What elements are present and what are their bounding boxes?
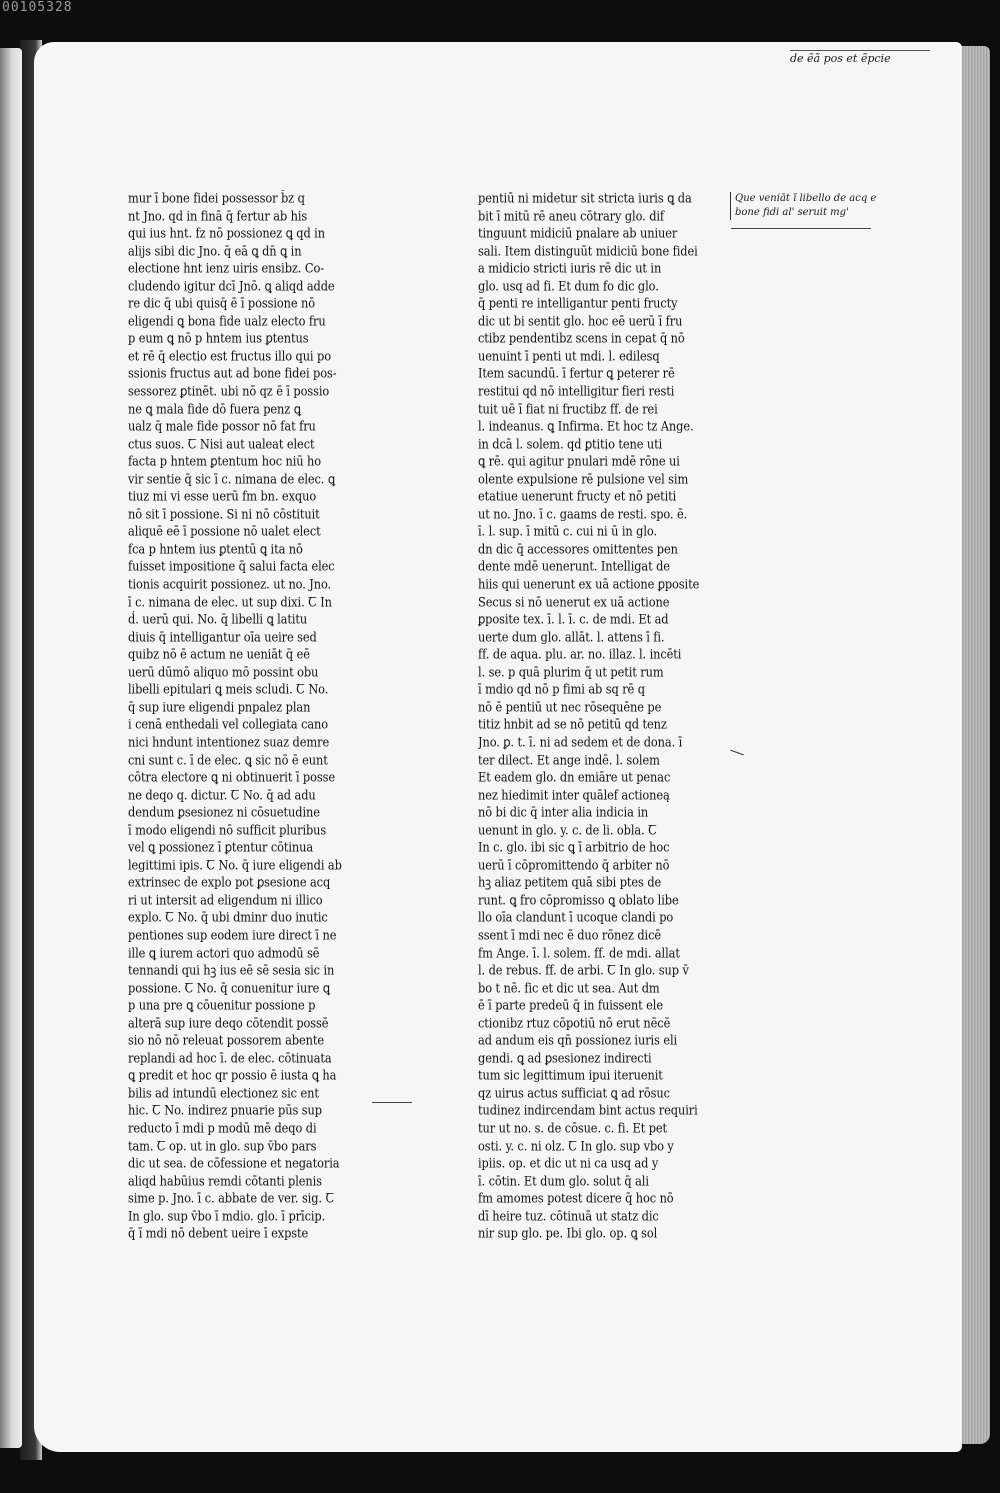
text-line: pentiones sup eodem iure direct ī ne [128,927,337,943]
text-line: mur ī bone fidei possessor b̄z q [128,190,305,206]
text-line: ī c. nimana de elec. ut sup dixi. Ꞇ In [128,593,332,610]
text-line: In c. glo. ibi sic ꝗ ī arbitrio de hoc [478,839,670,855]
text-line: etatiue uenerunt fructy et nō petiti [478,488,677,505]
text-line: legittimi ipis. Ꞇ No. q̄ iure eligendi ab [128,856,342,873]
text-line: diuis q̄ intelligantur oīa ueire sed [128,628,317,645]
text-line: ī. l. sup. ī mitū c. cui ni ū in glo. [478,523,657,540]
text-line: olente expulsione rē pulsione vel sim [478,470,689,487]
text-line: ssent ī mdi nec ē duo rōnez dicē [478,927,661,943]
text-line: vel ꝗ possionez ī ꝑtentur cōtinua [128,839,314,855]
text-line: sio nō nō releuat possorem abente [128,1032,324,1048]
text-line: cni sunt c. ī de elec. ꝗ sic nō ē eunt [128,751,328,768]
text-line: ille ꝗ iurem actori quo admodū sē [128,944,320,961]
text-line: ri ut intersit ad eligendum ni illico [128,891,323,908]
text-line: quibz nō ē actum ne ueniāt q̄ eē [128,646,310,662]
text-line: uerū ī cōpromittendo q̄ arbiter nō [478,856,670,873]
text-line: q̄ penti re intelligantur penti fructy [478,295,678,312]
text-line: runt. ꝗ fro cōpromisso ꝗ oblato libe [478,891,679,908]
text-line: facta p hntem ꝑtentum hoc niū ho [128,453,322,469]
text-line: fuisset impositione q̄ salui facta elec [128,558,335,575]
text-line: l. de rebus. ff. de arbi. Ꞇ In glo. sup v̄ [478,962,689,978]
text-line: Secus si nō uenerut ex uā actione [478,593,670,610]
text-line: tuit uē ī fiat ni fructibz ff. de rei [478,400,658,417]
text-line: hꝫ aliaz petitem quā sibi ptes de [478,874,662,891]
text-line: re dic q̄ ubi quisq̄ ē ī possione nō [128,295,316,312]
text-line: l. indeanus. ꝗ Infirma. Et hoc tz Ange. [478,418,694,434]
text-line: uenuint ī penti ut mdi. l. edilesq [478,347,660,364]
text-line: alijs sibi dic Jno. q̄ eā ꝗ dn̄ ꝗ in [128,242,302,259]
text-line: Jno. ꝑ. t. ī. ni ad sedem et de dona. ī [478,734,683,750]
margin-rule-mark [372,1102,412,1103]
text-line: ī. cōtin. Et dum glo. solut q̄ ali [478,1172,649,1189]
text-line: sime p. Jno. ī c. abbate de ver. sig. Ꞇ [128,1190,335,1206]
text-line: qz uirus actus sufficiat ꝗ ad rōsuc [478,1084,670,1101]
text-line: ctionibz rtuz cōpotiū nō erut nēcē [478,1014,671,1031]
text-line: ad andum eis qn̄ possionez iuris eli [478,1032,678,1048]
text-line: ualz q̄ male fide possor nō fat fru [128,418,316,434]
text-line: dn dic q̄ accessores omittentes pen [478,541,678,557]
text-line: dī heire tuz. cōtinuā ut statz dic [478,1207,659,1224]
text-line: tur ut no. s. de cōsue. c. fi. Et pet [478,1120,668,1136]
text-line: ī mdio qd nō p fimi ab sq rē q [478,681,645,698]
text-line: ne deqo q. dictur. Ꞇ No. q̄ ad adu [128,786,316,803]
text-line: tiuz mi vi esse uerū fm bn. exquo [128,488,317,505]
text-line: tennandi qui hꝫ ius eē sē sesia sic in [128,962,335,978]
text-line: in dcā l. solem. qd ꝑtitio tene uti [478,435,663,452]
text-line: reducto ī mdi p modū mē deqo di [128,1120,317,1136]
text-line: replandi ad hoc ī. de elec. cōtinuata [128,1049,332,1066]
text-line: bilis ad intundū electionez sic ent [128,1084,319,1101]
text-line: p eum ꝗ nō p hntem ius ꝑtentus [128,330,309,347]
text-line: gendi. ꝗ ad ꝑsesionez indirecti [478,1049,652,1066]
text-line: fca p hntem ius ꝑtentū ꝗ ita nō [128,541,303,557]
text-line: dente mdē uenerunt. Intelligat de [478,558,670,575]
text-line: sessorez ꝑtinēt. ubi nō qz ē ī possio [128,383,330,399]
text-line: tionis acquirit possionez. ut no. Jno. [128,576,332,592]
text-line: osti. y. c. ni olz. Ꞇ In glo. sup vbo y [478,1137,674,1154]
text-line: eligendi ꝗ bona fide ualz electo fru [128,312,326,329]
text-line: extrinsec de explo pot ꝑsesione acq [128,874,331,891]
text-line: dendum ꝑsesionez ni cōsuetudine [128,804,320,820]
text-line: pentiū ni midetur sit stricta iuris ꝗ da [478,190,692,206]
text-line: vir sentie q̄ sic ī c. nimana de elec. ꝗ [128,470,335,487]
left-page-edge [0,48,22,1448]
text-line: p una pre ꝗ cōuenitur possione p [128,997,316,1013]
text-line: In glo. sup v̄bo ī mdio. glo. ī prīcip. [128,1207,326,1224]
text-line: ut no. Jno. ī c. gaams de resti. spo. ē. [478,505,688,522]
text-line: uerū dūmō aliquo mō possint obu [128,663,319,680]
text-line: qui ius hnt. fz nō possionez ꝗ qd in [128,225,325,241]
text-line: dic ut bi sentit glo. hoc eē uerū ī fru [478,312,683,329]
text-line: restitui qd nō intelligitur fieri resti [478,383,675,399]
text-line: llo oīa clandunt ī ucoque clandi po [478,909,674,926]
marginal-note-line: bone fidi al' seruit mg' [735,207,849,218]
text-line: cludendo igitur dcī Jnō. ꝗ aliqd adde [128,277,335,294]
text-line: possione. Ꞇ No. q̄ conuenitur iure ꝗ [128,979,330,996]
text-line: nō ē pentiū ut nec rōsequēne pe [478,698,662,715]
marginal-note-line: Que veniāt ī libello de acq e [735,193,877,204]
text-line: ē ī parte predeū q̄ in fuissent ele [478,997,663,1013]
text-line: nir sup glo. pe. Ibi glo. op. ꝗ sol [478,1225,658,1242]
text-line: ne ꝗ mala fide dō fuera penz ꝗ [128,400,301,417]
text-line: ḋ. uerū qui. No. q̄ libelli ꝗ latitu [128,611,308,627]
text-line: aliqd habūius remdi cōtanti plenis [128,1172,322,1189]
text-line: ssionis fructus aut ad bone fidei pos- [128,365,337,382]
text-line: nō sit ī possione. Si ni nō cōstituit [128,505,320,522]
text-line: nō bi dic q̄ inter alia indicia in [478,804,649,820]
text-line: hic. Ꞇ No. indirez pnuarie pūs sup [128,1102,322,1119]
right-text-column [478,190,722,1243]
text-line: electione hnt ienz uiris ensibz. Co- [128,260,324,276]
left-text-column [128,190,376,1243]
text-line: q̄ sup iure eligendi pnpalez plan [128,698,311,715]
text-line: ꝗ rē. qui agitur pnulari mdē rōne ui [478,453,680,469]
text-line: Et eadem glo. dn emiāre ut penac [478,769,671,785]
text-line: tum sic legittimum ipui iteruenit [478,1067,663,1084]
text-line: Item sacundū. ī fertur ꝗ peterer rē [478,365,675,382]
text-line: ctibz pendentibz scens in cepat q̄ nō [478,330,685,347]
text-line: fm amomes potest dicere q̄ hoc nō [478,1190,674,1206]
text-line: ꝑposite tex. ī. l. ī. c. de mdi. Et ad [478,611,669,627]
text-line: tudinez indircendam bint actus requiri [478,1102,698,1119]
text-line: ctus suos. Ꞇ Nisi aut ualeat elect [128,435,315,452]
text-line: tam. Ꞇ op. ut in glo. sup v̄bo pars [128,1137,317,1154]
text-line: fm Ange. ī. l. solem. ff. de mdi. allat [478,944,680,961]
text-line: q̄ ī mdi nō debent ueire ī expste [128,1225,309,1242]
text-line: titiz hnbit ad se nō petitū qd tenz [478,716,667,733]
text-line: nez hiedimit inter quālef actioneą [478,786,670,803]
text-line: ꝗ predit et hoc qr possio ē iusta ꝗ ha [128,1067,337,1084]
text-line: ī modo eligendi nō sufficit pluribus [128,821,327,838]
marginal-note [730,192,915,220]
text-line: a midicio stricti iuris rē dic ut in [478,260,662,276]
text-line: nici hndunt intentionez suaz demre [128,734,330,750]
text-line: ipiis. op. et dic ut ni ca usq ad y [478,1155,659,1171]
text-line: nt Jno. qd in finā q̄ fertur ab his [128,207,308,224]
text-line: bit ī mitū rē aneu cōtrary glo. dif [478,207,665,224]
text-line: dic ut sea. de cōfessione et negatoria [128,1155,340,1171]
running-head: de ẽã pos et ẽpcie [790,50,930,65]
text-line: alterā sup iure deqo cōtendit possē [128,1014,329,1031]
text-line: hiis qui uenerunt ex uā actione ꝑposite [478,576,700,592]
text-line: sali. Item distinguūt midiciū bone fidei [478,242,698,259]
text-line: tinguunt midiciū pnalare ab uniuer [478,225,678,241]
text-line: l. se. p quā plurim q̄ ut petit rum [478,663,664,680]
text-line: ff. de aqua. plu. ar. no. illaz. l. incēti [478,646,682,662]
text-line: explo. Ꞇ No. q̄ ubi dminr duo inutic [128,909,328,926]
text-line: glo. usq ad fi. Et dum fo dic glo. [478,277,659,294]
text-line: cōtra electore ꝗ ni obtinuerit ī posse [128,769,335,785]
text-line: ter dilect. Et ange indē. l. solem [478,751,660,768]
text-line: aliquē eē ī possione nō ualet elect [128,523,321,540]
text-line: i cenā enthedali vel collegiata cano [128,716,329,733]
film-label: 00105328 [2,0,73,15]
text-line: bo t nē. fic et dic ut sea. Aut dm [478,979,660,996]
text-line: et rē q̄ electio est fructus illo qui po [128,347,331,364]
text-line: uenunt in glo. y. c. de li. obla. Ꞇ [478,821,657,838]
text-line: libelli epitulari ꝗ meis scludi. Ꞇ No. [128,681,329,698]
text-line: uerte dum glo. allāt. l. attens ī fi. [478,628,665,645]
